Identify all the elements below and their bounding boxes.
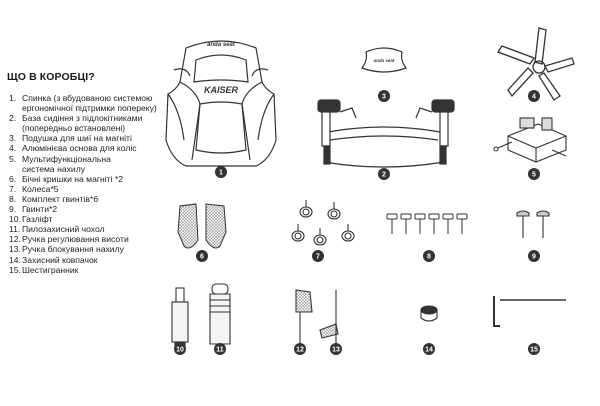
item-number: 1. bbox=[9, 93, 17, 103]
badge-2 bbox=[378, 168, 390, 180]
badge-12 bbox=[294, 343, 306, 355]
badge-label: 6 bbox=[200, 253, 204, 261]
badge-10 bbox=[174, 343, 186, 355]
dust-cover-drawing bbox=[210, 284, 230, 344]
backrest-brand-logo: anda seat bbox=[207, 42, 235, 48]
item-number: 5. bbox=[9, 153, 17, 164]
item-number: 13. bbox=[9, 244, 21, 255]
badge-14 bbox=[423, 343, 435, 355]
item-text-cont: система нахилу bbox=[22, 163, 86, 174]
item-text: Спинка (з вбудованою системою bbox=[22, 93, 153, 103]
badge-6 bbox=[196, 250, 208, 262]
item-number: 12. bbox=[9, 234, 21, 245]
badge-label: 14 bbox=[425, 346, 433, 354]
protective-cap-drawing bbox=[421, 306, 437, 321]
item-number: 14. bbox=[9, 254, 21, 265]
badge-13 bbox=[330, 343, 342, 355]
item-number: 9. bbox=[9, 204, 17, 215]
item-text: Колеса*5 bbox=[22, 183, 59, 194]
item-text: Захисний ковпачок bbox=[22, 254, 98, 265]
badge-5 bbox=[528, 168, 540, 180]
wheel-base-drawing bbox=[498, 28, 574, 100]
item-text: База сидіння з підлокітниками bbox=[22, 113, 143, 124]
badge-label: 8 bbox=[427, 253, 431, 261]
item-text: Ручка блокування нахилу bbox=[22, 244, 124, 255]
badge-4 bbox=[528, 90, 540, 102]
item-text: Комплект гвинтів*6 bbox=[22, 193, 99, 204]
pillow-brand-logo: anda seat bbox=[373, 58, 395, 63]
badge-label: 13 bbox=[332, 346, 340, 354]
badge-9 bbox=[528, 250, 540, 262]
badge-11 bbox=[214, 343, 226, 355]
hex-key-drawing bbox=[494, 296, 568, 326]
item-number: 7. bbox=[9, 183, 17, 194]
item-text: Бічні кришки на магніті *2 bbox=[22, 173, 123, 184]
tilt-mechanism-drawing bbox=[494, 118, 566, 162]
item-text: Пилозахисний чохол bbox=[22, 224, 105, 235]
badge-label: 11 bbox=[216, 346, 224, 354]
item-number: 6. bbox=[9, 173, 17, 184]
item-number: 2. bbox=[9, 113, 17, 124]
badge-label: 7 bbox=[316, 253, 320, 261]
seat-base-drawing bbox=[318, 100, 454, 167]
badge-7 bbox=[312, 250, 324, 262]
item-text: Ручка регулювання висоти bbox=[22, 234, 129, 245]
item-number: 8. bbox=[9, 193, 17, 204]
item-number: 11. bbox=[9, 224, 21, 235]
gas-lift-drawing bbox=[172, 288, 188, 346]
badge-1 bbox=[215, 166, 227, 178]
badge-label: 10 bbox=[176, 346, 184, 354]
item-text: Алюмінієва основа для коліс bbox=[22, 143, 137, 154]
item-number: 4. bbox=[9, 143, 17, 154]
two-screws-drawing bbox=[517, 211, 549, 238]
item-number: 3. bbox=[9, 133, 17, 144]
neck-pillow-drawing bbox=[362, 48, 406, 72]
casters-drawing bbox=[292, 200, 354, 245]
badge-label: 3 bbox=[382, 93, 386, 101]
item-text-cont: (попередньо встановлені) bbox=[22, 123, 126, 134]
item-text: Газліфт bbox=[22, 214, 53, 225]
backrest-drawing bbox=[166, 41, 276, 166]
item-text: Шестигранник bbox=[22, 264, 79, 275]
height-handle-drawing bbox=[296, 290, 312, 346]
badge-label: 1 bbox=[219, 169, 223, 177]
item-text: Мультифункціональна bbox=[22, 153, 111, 164]
item-number: 15. bbox=[9, 264, 21, 275]
item-number: 10. bbox=[9, 214, 21, 225]
backrest-model-label: KAISER bbox=[203, 85, 239, 95]
contents-heading: ЩО В КОРОБЦІ? bbox=[7, 71, 95, 83]
badge-label: 4 bbox=[532, 93, 536, 101]
badge-label: 2 bbox=[382, 171, 386, 179]
screw-set-drawing bbox=[387, 214, 467, 234]
item-text-cont: ергономічної підтримки поперeку) bbox=[22, 103, 157, 114]
badge-15 bbox=[528, 343, 540, 355]
badge-8 bbox=[423, 250, 435, 262]
item-text: Гвинти*2 bbox=[22, 204, 58, 215]
side-covers-drawing bbox=[178, 204, 226, 248]
tilt-lock-handle-drawing bbox=[320, 290, 338, 346]
badge-3 bbox=[378, 90, 390, 102]
badge-label: 9 bbox=[532, 253, 536, 261]
item-text: Подушка для шиї на магніті bbox=[22, 133, 132, 144]
badge-label: 15 bbox=[530, 346, 538, 354]
badge-label: 12 bbox=[296, 346, 304, 354]
badge-label: 5 bbox=[532, 171, 536, 179]
